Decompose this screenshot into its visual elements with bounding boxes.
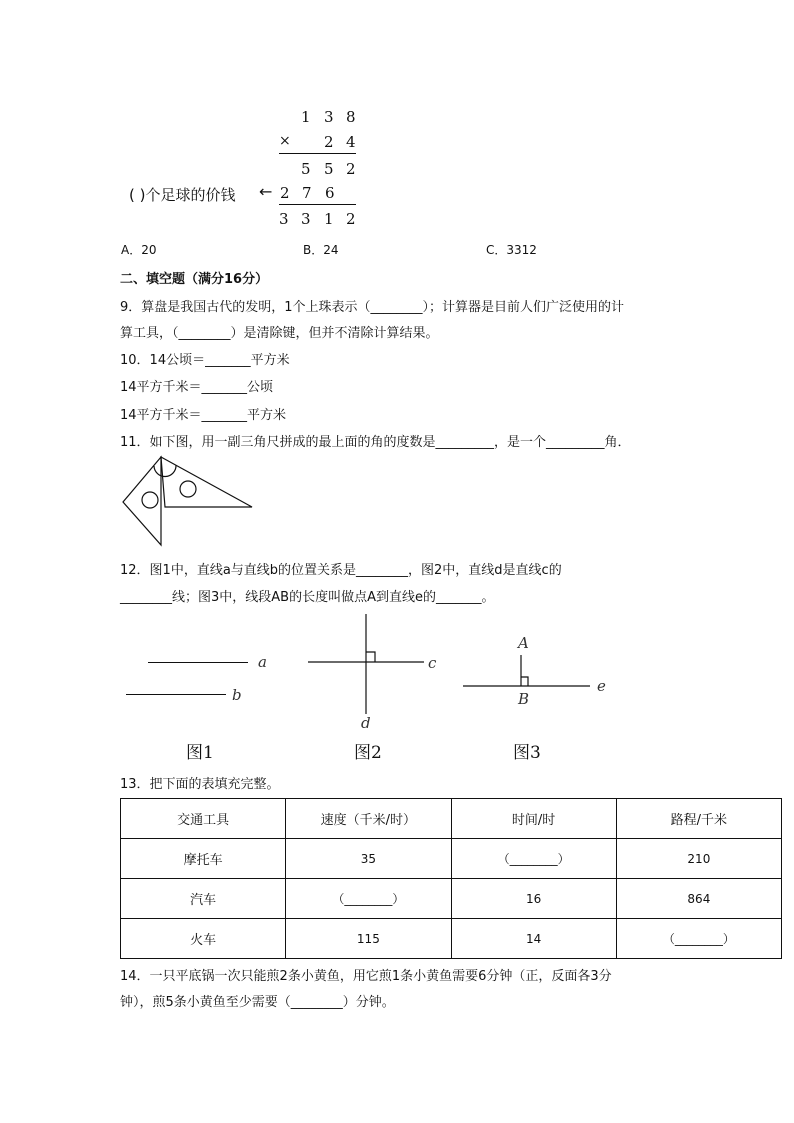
digit: 3 <box>279 210 289 228</box>
table-cell: 35 <box>286 839 451 879</box>
question-14-line1: 14．一只平底锅一次只能煎2条小黄鱼，用它煎1条小黄鱼需要6分钟（正，反面各3分 <box>120 969 612 984</box>
label-d: d <box>361 714 371 732</box>
label-e: e <box>597 677 606 695</box>
table-cell: 汽车 <box>121 879 286 919</box>
label-a: a <box>258 653 267 671</box>
triangle-ruler-right <box>161 457 252 507</box>
partial-product-label: ( )个足球的价钱 <box>129 186 236 204</box>
question-9-line2: 算工具，（________）是清除键，但并不清除计算结果。 <box>120 326 439 341</box>
digit: 4 <box>346 133 356 151</box>
digit: 3 <box>301 210 311 228</box>
digit: 2 <box>346 210 356 228</box>
table-header: 时间/时 <box>451 799 616 839</box>
question-14-line2: 钟），煎5条小黄鱼至少需要（________）分钟。 <box>120 995 395 1010</box>
table-header: 路程/千米 <box>616 799 781 839</box>
digit: 2 <box>346 160 356 178</box>
label-c: c <box>428 654 437 672</box>
question-11: 11．如下图，用一副三角尺拼成的最上面的角的度数是_________，是一个_________角． <box>120 435 631 450</box>
question-12-line1: 12．图1中，直线a与直线b的位置关系是________，图2中，直线d是直线c的 <box>120 563 562 578</box>
digit: 5 <box>324 160 334 178</box>
ruler-hole <box>180 481 196 497</box>
perpendicular-lines <box>305 612 435 722</box>
rule-line <box>279 153 356 154</box>
table-cell: 火车 <box>121 919 286 959</box>
set-squares-figure <box>118 455 258 550</box>
angle-arc <box>154 465 176 477</box>
choice-c[interactable]: C．3312 <box>486 243 537 257</box>
left-arrow-icon: ← <box>259 182 273 201</box>
digit: 1 <box>324 210 334 228</box>
table-cell: 16 <box>451 879 616 919</box>
right-angle-mark <box>366 652 375 662</box>
label-point-a: A <box>518 634 529 652</box>
label-point-b: B <box>518 690 530 708</box>
rule-line <box>279 204 356 205</box>
figure-caption: 图1 <box>186 743 214 763</box>
digit: 6 <box>325 184 335 202</box>
answer-blank[interactable]: （________） <box>451 839 616 879</box>
label-b: b <box>232 686 242 704</box>
question-10-line3: 14平方千米＝_______平方米 <box>120 408 287 423</box>
answer-blank[interactable]: （________） <box>286 879 451 919</box>
table-cell: 14 <box>451 919 616 959</box>
table-cell: 115 <box>286 919 451 959</box>
times-sign: × <box>279 133 291 149</box>
table-row <box>121 839 782 879</box>
question-12-line2: ________线；图3中，线段AB的长度叫做点A到直线e的_______。 <box>120 590 495 605</box>
question-13: 13．把下面的表填充完整。 <box>120 777 280 792</box>
digit: 2 <box>324 133 334 151</box>
digit: 8 <box>346 108 356 126</box>
table-header-row <box>121 799 782 839</box>
table-cell: 摩托车 <box>121 839 286 879</box>
choice-b[interactable]: B．24 <box>303 243 339 257</box>
digit: 5 <box>301 160 311 178</box>
digit: 3 <box>324 108 334 126</box>
figure-caption: 图3 <box>513 743 541 763</box>
choice-a[interactable]: A．20 <box>121 243 157 257</box>
table-cell: 210 <box>616 839 781 879</box>
distance-figure <box>460 650 595 695</box>
line-a <box>148 662 248 663</box>
question-10-line1: 10．14公顷＝_______平方米 <box>120 353 290 368</box>
question-9-line1: 9．算盘是我国古代的发明，1个上珠表示（________）；计算器是目前人们广泛使用的计 <box>120 300 625 315</box>
right-angle-mark <box>521 677 528 686</box>
section-title: 二、填空题（满分16分） <box>120 272 269 287</box>
table-row <box>121 879 782 919</box>
table-cell: 864 <box>616 879 781 919</box>
line-b <box>126 694 226 695</box>
table-header: 交通工具 <box>121 799 286 839</box>
table-row <box>121 919 782 959</box>
answer-blank[interactable]: （________） <box>616 919 781 959</box>
digit: 7 <box>302 184 312 202</box>
ruler-hole <box>142 492 158 508</box>
digit: 1 <box>301 108 311 126</box>
digit: 2 <box>280 184 290 202</box>
question-10-line2: 14平方千米＝_______公顷 <box>120 380 274 395</box>
figure-caption: 图2 <box>354 743 382 763</box>
table-header: 速度（千米/时） <box>286 799 451 839</box>
speed-time-distance-table <box>120 798 782 959</box>
